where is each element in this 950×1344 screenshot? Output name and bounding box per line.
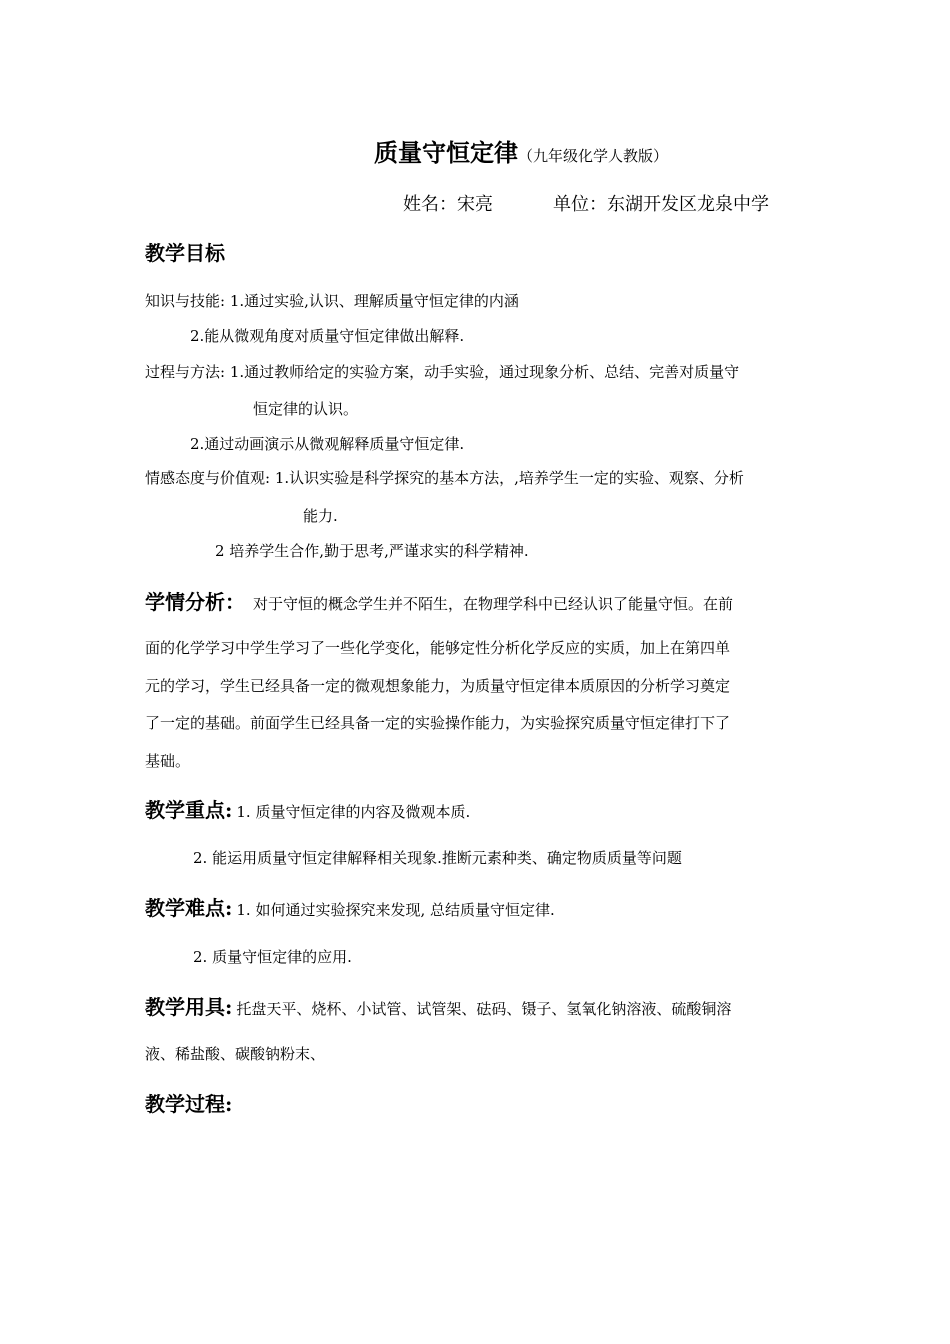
analysis-heading: 学情分析： xyxy=(145,590,245,614)
key-point-1: 1. 质量守恒定律的内容及微观本质. xyxy=(236,803,471,821)
objective-attitude-2: 2 培养学生合作,勤于思考,严谨求实的科学精神. xyxy=(215,542,529,560)
analysis-line-4: 了一定的基础。前面学生已经具备一定的实验操作能力，为实验探究质量守恒定律打下了 xyxy=(145,714,731,732)
objective-process-2: 2.通过动画演示从微观解释质量守恒定律. xyxy=(190,435,465,453)
materials-heading: 教学用具: xyxy=(145,995,233,1019)
key-points-line xyxy=(145,794,470,823)
materials-line xyxy=(145,991,731,1020)
objective-attitude-1-cont: 能力. xyxy=(303,507,338,525)
materials-line-2: 液、稀盐酸、碳酸钠粉末、 xyxy=(145,1045,326,1063)
difficulties-line xyxy=(145,892,555,921)
process-heading: 教学过程: xyxy=(145,1092,233,1116)
author-line xyxy=(403,190,769,216)
analysis-first-line xyxy=(145,586,733,615)
document-title xyxy=(374,133,668,168)
objective-knowledge-2: 2.能从微观角度对质量守恒定律做出解释. xyxy=(190,327,465,345)
difficulty-1: 1. 如何通过实验探究来发现, 总结质量守恒定律. xyxy=(236,901,555,919)
objective-process-1: 过程与方法: 1.通过教师给定的实验方案，动手实验，通过现象分析、总结、完善对质量守 xyxy=(145,363,740,381)
analysis-line-5: 基础。 xyxy=(145,752,191,770)
key-point-2: 2. 能运用质量守恒定律解释相关现象.推断元素种类、确定物质质量等问题 xyxy=(193,849,682,867)
title-subtitle: （九年级化学人教版） xyxy=(518,147,669,165)
key-points-heading: 教学重点: xyxy=(145,798,233,822)
materials-line-1: 托盘天平、烧杯、小试管、试管架、砝码、镊子、氢氧化钠溶液、硫酸铜溶 xyxy=(236,1000,732,1018)
analysis-line-1: 对于守恒的概念学生并不陌生，在物理学科中已经认识了能量守恒。在前 xyxy=(253,595,734,613)
analysis-line-3: 元的学习，学生已经具备一定的微观想象能力，为质量守恒定律本质原因的分析学习奠定 xyxy=(145,677,731,695)
objective-attitude-1: 情感态度与价值观: 1.认识实验是科学探究的基本方法，,培养学生一定的实验、观察、分析 xyxy=(145,469,744,487)
objective-knowledge-1: 知识与技能: 1.通过实验,认识、理解质量守恒定律的内涵 xyxy=(145,292,519,310)
analysis-line-2: 面的化学学习中学生学习了一些化学变化，能够定性分析化学反应的实质，加上在第四单 xyxy=(145,639,731,657)
author-name: 姓名：宋亮 xyxy=(403,194,493,215)
objectives-heading: 教学目标 xyxy=(145,241,225,265)
difficulties-heading: 教学难点: xyxy=(145,896,233,920)
author-unit: 单位：东湖开发区龙泉中学 xyxy=(553,194,769,215)
title-main: 质量守恒定律 xyxy=(374,138,518,167)
difficulty-2: 2. 质量守恒定律的应用. xyxy=(193,948,352,966)
objective-process-1-cont: 恒定律的认识。 xyxy=(253,400,359,418)
